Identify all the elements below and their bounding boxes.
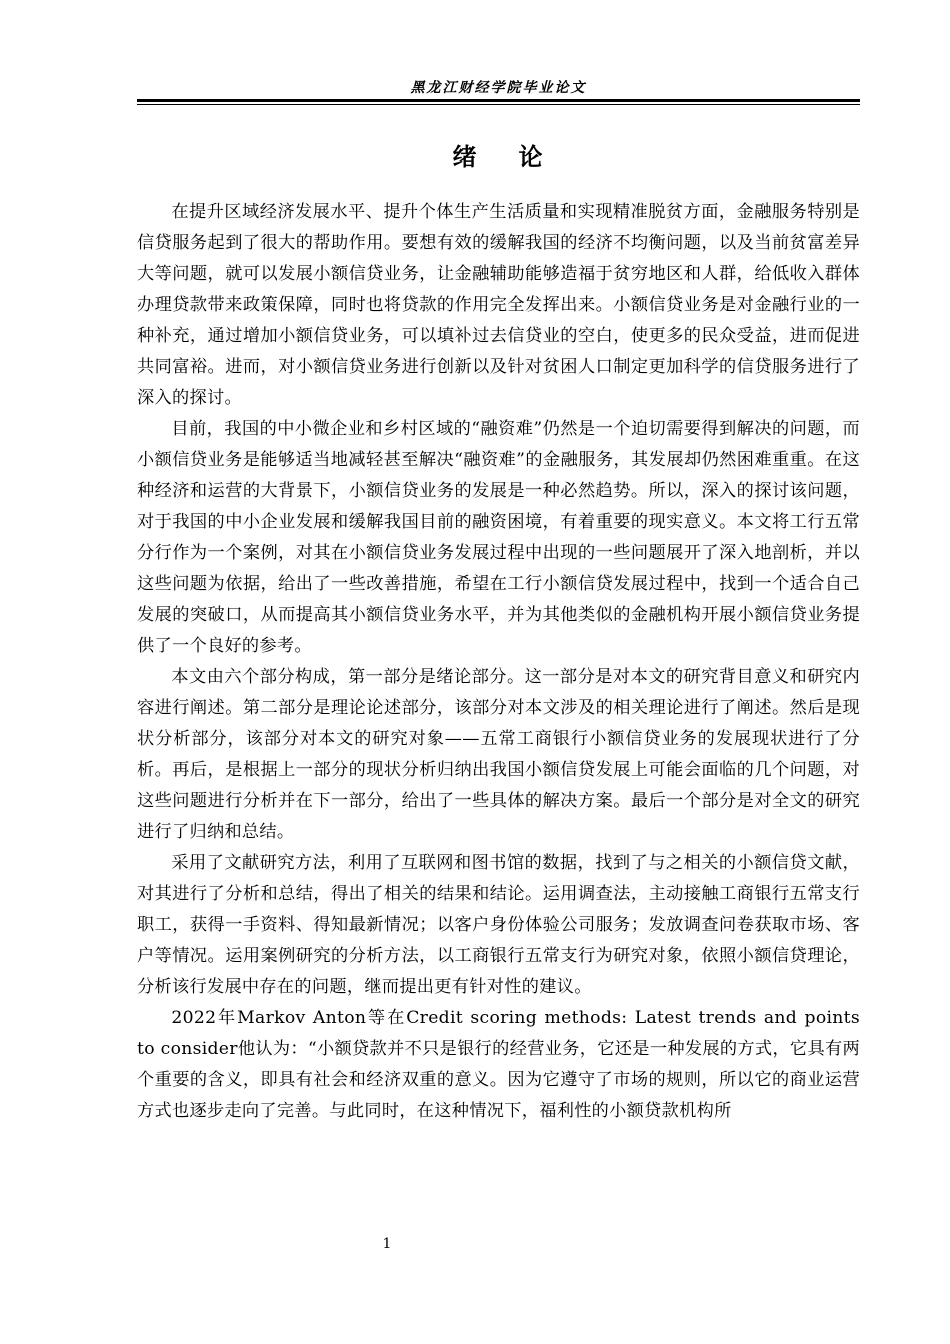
paragraph-5: 2022年Markov Anton等在Credit scoring methods: Latest trends and points to consider他认为：“小额贷款并不只是银行的经营业务，它还是一种发展的方式，它具有两个重要的含义，即具有社会和经济双重的意义。因为它遵守了市场的规则，所以它的商业运营方式也逐步走向了完善。与此同时，在这种情况下，福利性的小额贷款机构所: [137, 1008, 860, 1121]
page-number: 1: [382, 1236, 392, 1252]
paragraph-2: 目前，我国的中小微企业和乡村区域的“融资难”仍然是一个迫切需要得到解决的问题，而小额信贷业务是能够适当地减轻甚至解决“融资难”的金融服务，其发展却仍然困难重重。在这种经济和运营的大背景下，小额信贷业务的发展是一种必然趋势。所以，深入的探讨该问题，对于我国的中小企业发展和缓解我国目前的融资困境，有着重要的现实意义。本文将工行五常分行作为一个案例，对其在小额信贷业务发展过程中出现的一些问题展开了深入地剖析，并以这些问题为依据，给出了一些改善措施，希望在工行小额信贷发展过程中，找到一个适合自己发展的突破口，从而提高其小额信贷业务水平，并为其他类似的金融机构开展小额信贷业务提供了一个良好的参考。: [137, 419, 860, 656]
header-rule-thin: [137, 104, 860, 105]
chapter-title: [137, 140, 860, 174]
chapter-title-part2: 论: [518, 143, 545, 171]
body-text: [137, 197, 860, 1127]
header-rule-thick: [137, 99, 860, 102]
paragraph-4: 采用了文献研究方法，利用了互联网和图书馆的数据，找到了与之相关的小额信贷文献，对其进行了分析和总结，得出了相关的结果和结论。运用调查法，主动接触工商银行五常支行职工，获得一手资料、得知最新情况；以客户身份体验公司服务；发放调查问卷获取市场、客户等情况。运用案例研究的分析方法，以工商银行五常支行为研究对象，依照小额信贷理论，分析该行发展中存在的问题，继而提出更有针对性的建议。: [137, 853, 860, 997]
chapter-title-part1: 绪: [452, 143, 479, 171]
paragraph-1: 在提升区域经济发展水平、提升个体生产生活质量和实现精准脱贫方面，金融服务特别是信贷服务起到了很大的帮助作用。要想有效的缓解我国的经济不均衡问题，以及当前贫富差异大等问题，就可以发展小额信贷业务，让金融辅助能够造福于贫穷地区和人群，给低收入群体办理贷款带来政策保障，同时也将贷款的作用完全发挥出来。小额信贷业务是对金融行业的一种补充，通过增加小额信贷业务，可以填补过去信贷业的空白，使更多的民众受益，进而促进共同富裕。进而，对小额信贷业务进行创新以及针对贫困人口制定更加科学的信贷服务进行了深入的探讨。: [137, 202, 860, 408]
running-header: 黑龙江财经学院毕业论文: [410, 80, 587, 96]
paragraph-3: 本文由六个部分构成，第一部分是绪论部分。这一部分是对本文的研究背目意义和研究内容进行阐述。第二部分是理论论述部分，该部分对本文涉及的相关理论进行了阐述。然后是现状分析部分，该部分对本文的研究对象——五常工商银行小额信贷业务的发展现状进行了分析。再后，是根据上一部分的现状分析归纳出我国小额信贷发展上可能会面临的几个问题，对这些问题进行分析并在下一部分，给出了一些具体的解决方案。最后一个部分是对全文的研究进行了归纳和总结。: [137, 667, 860, 842]
